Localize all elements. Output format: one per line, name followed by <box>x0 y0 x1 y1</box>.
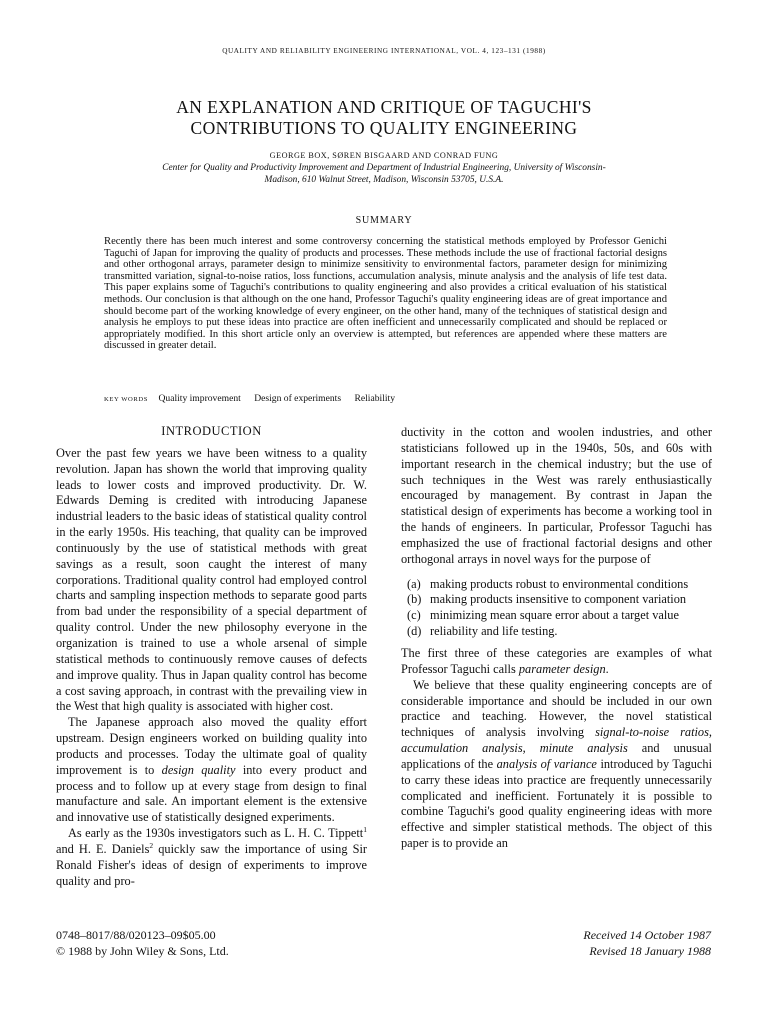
keyword: Design of experiments <box>254 393 342 404</box>
text-run: introduced by Taguchi to carry these ideas into practice are frequently unnecessarily complicated and inefficient. Fortunately it is possible to combine Taguchi's good quality engineering ideas with more effective and simpler statistical methods. The object of this paper is to provide an <box>401 756 712 851</box>
right-paragraph-1: ductivity in the cotton and woolen industries, and other statisticians followed up in the 1940s, 50s, and 60s with important research in the chemical industry; but the use of such techniques in the West was rarely enthusiastically encouraged by management. By contrast in Japan the statistical design of experiments has become a working tool in the hands of engineers. In particular, Professor Taguchi has emphasized the use of fractional factorial designs and other orthogonal arrays in novel ways for the purpose of <box>401 425 712 566</box>
emphasis: design quality <box>161 762 236 777</box>
keyword: Quality improvement <box>158 393 241 404</box>
list-item <box>401 592 712 608</box>
title-line-1: AN EXPLANATION AND CRITIQUE OF TAGUCHI'S <box>176 97 592 117</box>
emphasis: analysis of variance <box>496 756 597 771</box>
right-paragraph-2 <box>401 646 712 678</box>
list-item-text: reliability and life testing. <box>430 624 558 639</box>
authors: GEORGE BOX, SØREN BISGAARD AND CONRAD FUNG <box>269 151 499 160</box>
keyword: Reliability <box>354 393 395 404</box>
list-marker: (d) <box>407 624 422 639</box>
citation-marker: 2 <box>149 840 154 850</box>
text-run: As early as the 1930s investigators such as L. H. C. Tippett <box>68 826 364 841</box>
article-code: 0748–8017/88/020123–09$05.00 <box>56 928 216 942</box>
right-paragraph-3 <box>401 678 712 852</box>
text-run: quickly saw the importance of using Sir Ronald Fisher's ideas of design of experiments to improve quality and pro- <box>56 841 367 888</box>
text-run: We believe that these quality engineering concepts are of considerable importance and should be included in our own practice and teaching. However, the novel statistical techniques of analysis involving <box>401 677 712 740</box>
citation-marker: 1 <box>363 824 367 834</box>
list-item-text: making products insensitive to component variation <box>430 592 687 607</box>
affiliation-line-1: Center for Quality and Productivity Improvement and Department of Industrial Engineering, University of Wisconsin- <box>162 163 606 173</box>
text-run: and H. E. Daniels <box>56 841 150 856</box>
list-item-text: making products robust to environmental conditions <box>430 576 689 591</box>
summary-heading: SUMMARY <box>355 215 413 226</box>
list-item <box>401 624 712 640</box>
list-item <box>401 608 712 624</box>
section-heading-introduction: INTRODUCTION <box>161 424 262 438</box>
text-run: into every product and process and to follow up at every stage from design to final manufacture and sale. An important element is the extensive and innovative use of statistically designed experiments. <box>56 762 367 825</box>
list-marker: (c) <box>407 608 421 623</box>
affiliation <box>100 163 668 186</box>
text-run: and unusual applications of the <box>401 741 712 771</box>
emphasis: signal-to-noise ratios, accumulation analysis, minute analysis <box>401 725 712 756</box>
received-date: Received 14 October 1987 <box>583 928 711 942</box>
text-run: . <box>605 661 609 676</box>
journal-header: QUALITY AND RELIABILITY ENGINEERING INTERNATIONAL, VOL. 4, 123–131 (1988) <box>222 47 546 55</box>
affiliation-line-2: Madison, 610 Walnut Street, Madison, Wisconsin 53705, U.S.A. <box>264 174 504 185</box>
list-marker: (b) <box>407 592 422 607</box>
emphasis: parameter design <box>518 661 606 676</box>
abstract: Recently there has been much interest and some controversy concerning the statistical methods employed by Professor Genichi Taguchi of Japan for improving the quality of products and processes. These methods include the use of fractional factorial designs and other orthogonal arrays, parameter design to minimize sensitivity to environmental factors, parameter design for minimizing transmitted variation, signal-to-noise ratios, loss functions, accumulation analysis, minute analysis and the analysis of life test data. This paper explains some of Taguchi's contributions to quality engineering and also provides a critical evaluation of his statistical methods. Our conclusion is that although on the one hand, Professor Taguchi's quality engineering ideas are of great importance and should become part of the working knowledge of every engineer, on the other hand, many of the techniques of statistical design and analysis he employs to put these ideas into practice are often inefficient and unnecessarily complicated and should be replaced or appropriately modified. In this short article only an overview is attempted, but references are appended where these matters are discussed in greater detail. <box>104 236 667 352</box>
paper-title <box>60 97 708 139</box>
list-item <box>401 577 712 593</box>
list-item-text: minimizing mean square error about a target value <box>430 608 679 623</box>
keywords-label: KEY WORDS <box>104 396 149 403</box>
intro-paragraph-3 <box>56 826 367 889</box>
revised-date: Revised 18 January 1988 <box>589 944 711 958</box>
copyright-notice: © 1988 by John Wiley & Sons, Ltd. <box>56 944 229 958</box>
purpose-list <box>401 577 712 640</box>
left-column <box>56 424 367 889</box>
intro-paragraph-1: Over the past few years we have been witness to a quality revolution. Japan has shown the world that improving quality leads to lower costs and improved productivity. Dr. W. Edwards Deming is credited with introducing Japanese industrial leaders to the basic ideas of statistical quality control in the early 1950s. His teaching, that quality can be improved continuously by the use of statistical methods with great savings as a result, soon caught the interest of many corporations. Traditional quality control had employed control charts and sampling inspection methods to separate good parts from bad under the responsibility of a special department of quality control. Under the new philosophy everyone in the organization is trained to use a whole arsenal of simple statistical methods to continuously remove causes of defects and improve quality. Thus in Japan quality control has become a cost saving approach, in contrast with the prevailing view in the West that high quality is associated with higher cost. <box>56 445 367 714</box>
footer-dates <box>460 927 711 959</box>
text-run: The Japanese approach also moved the quality effort upstream. Design engineers worked on building quality into products and processes. Today the ultimate goal of quality improvement is to <box>56 715 367 777</box>
text-run: The first three of these categories are examples of what Professor Taguchi calls <box>401 645 712 676</box>
intro-paragraph-2 <box>56 715 367 826</box>
list-marker: (a) <box>407 576 421 591</box>
keywords <box>104 393 667 404</box>
footer-publication-info <box>56 927 229 959</box>
right-column <box>401 425 712 852</box>
title-line-2: CONTRIBUTIONS TO QUALITY ENGINEERING <box>190 118 578 138</box>
